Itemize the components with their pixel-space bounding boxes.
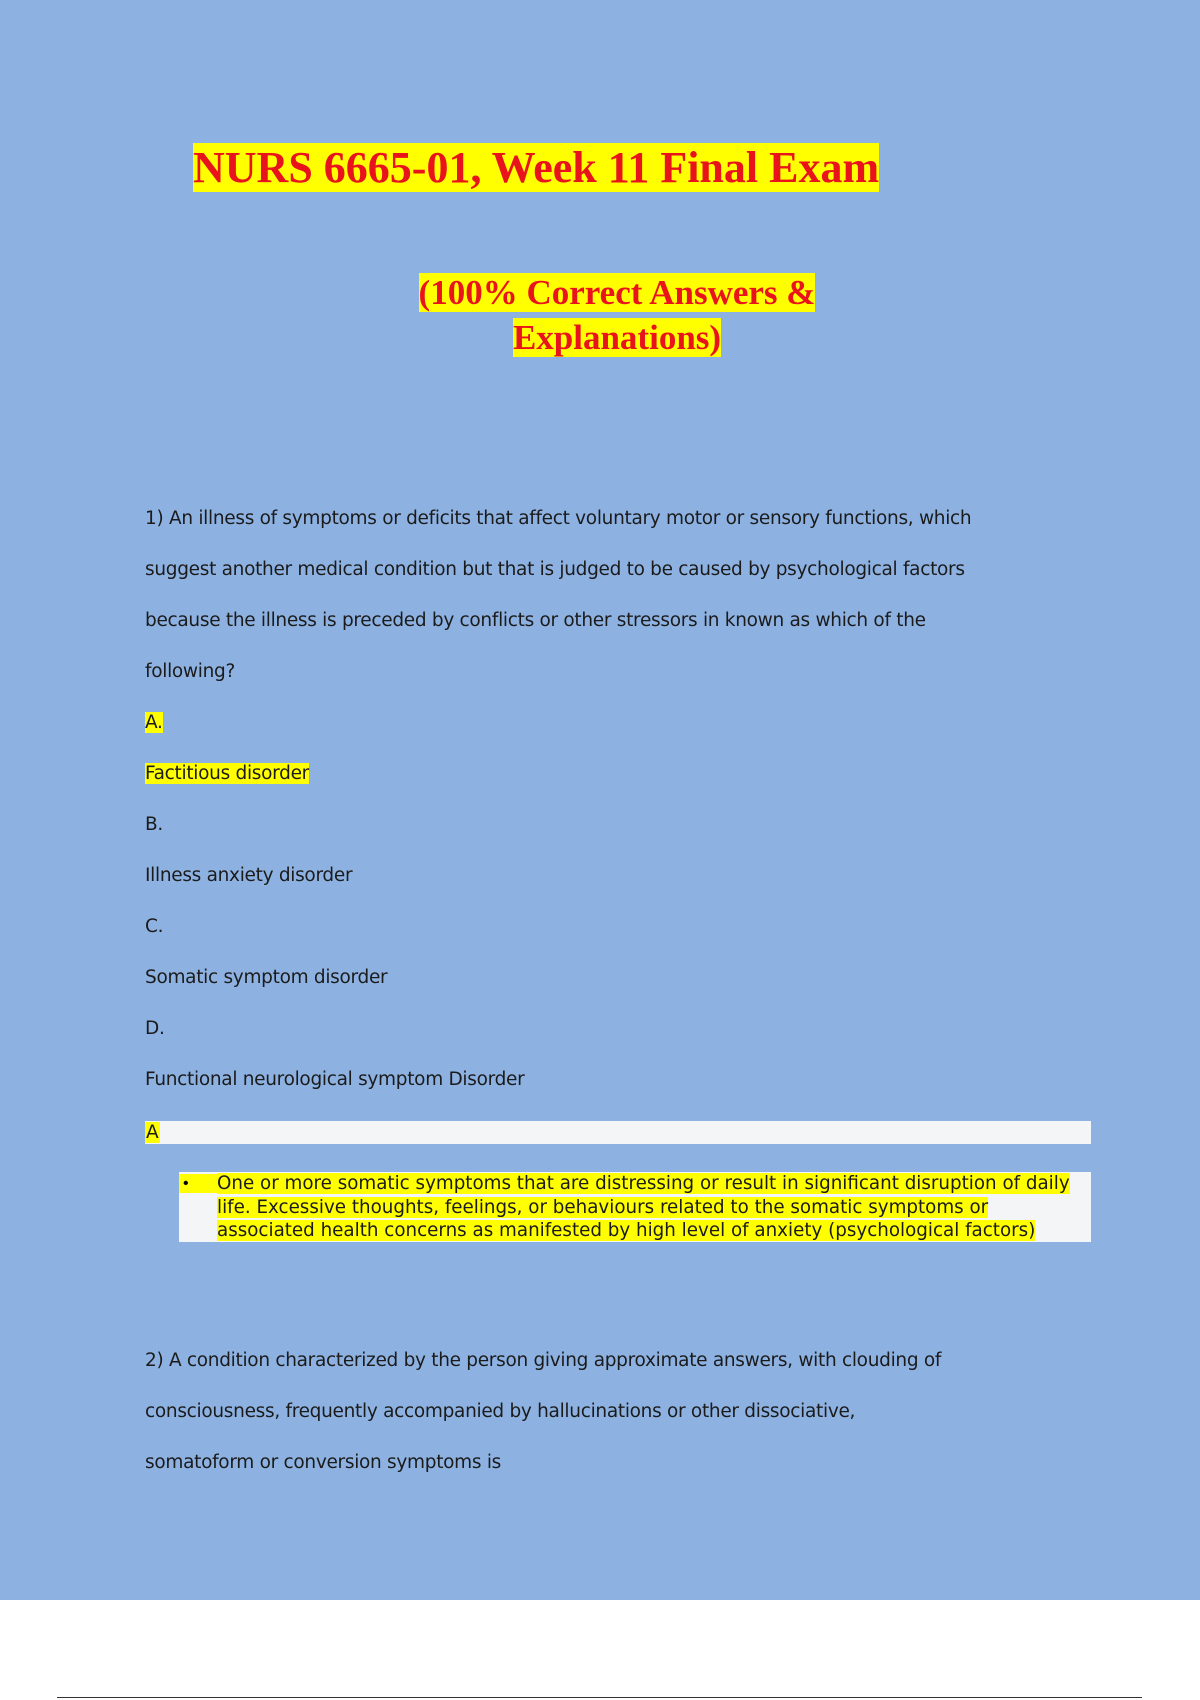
option-a-letter: A.: [145, 712, 163, 733]
question-2-line-3: somatoform or conversion symptoms is: [145, 1452, 502, 1473]
bullet-icon: •: [183, 1175, 189, 1192]
option-b-letter: B.: [145, 814, 163, 835]
option-d-letter: D.: [145, 1018, 165, 1039]
footer-divider: [57, 1697, 1142, 1698]
explanation-box: [179, 1172, 1091, 1242]
question-1-line-2: suggest another medical condition but that is judged to be caused by psychological factors: [145, 559, 965, 580]
option-b-text: Illness anxiety disorder: [145, 865, 353, 886]
option-a-text: Factitious disorder: [145, 763, 309, 784]
question-1-line-3: because the illness is preceded by conflicts or other stressors in known as which of the: [145, 610, 926, 631]
question-2-line-2: consciousness, frequently accompanied by hallucinations or other dissociative,: [145, 1401, 856, 1422]
document-subtitle: [0, 270, 1200, 360]
question-2: [145, 1340, 941, 1493]
question-2-line-1: 2) A condition characterized by the person giving approximate answers, with clouding of: [145, 1350, 942, 1371]
option-c-text: Somatic symptom disorder: [145, 967, 388, 988]
subtitle-line-2: Explanations): [512, 318, 722, 357]
explanation-text: One or more somatic symptoms that are distressing or result in significant disruption of daily life. Excessive thoughts, feelings, or behaviours related to the somatic symptoms or associated health concerns as manifested by high level of anxiety (psychological factors): [217, 1173, 1070, 1241]
option-c-letter: C.: [145, 916, 164, 937]
answer-letter: A: [146, 1122, 159, 1143]
question-1-line-4: following?: [145, 661, 235, 682]
subtitle-line-1: (100% Correct Answers &: [418, 273, 816, 312]
question-1-line-1: 1) An illness of symptoms or deficits that affect voluntary motor or sensory functions, which: [145, 508, 972, 529]
answer-key: [145, 1121, 1091, 1144]
document-title-text: NURS 6665-01, Week 11 Final Exam: [193, 143, 880, 192]
question-1: [145, 498, 971, 1110]
option-d-text: Functional neurological symptom Disorder: [145, 1069, 525, 1090]
document-title: [193, 140, 879, 196]
